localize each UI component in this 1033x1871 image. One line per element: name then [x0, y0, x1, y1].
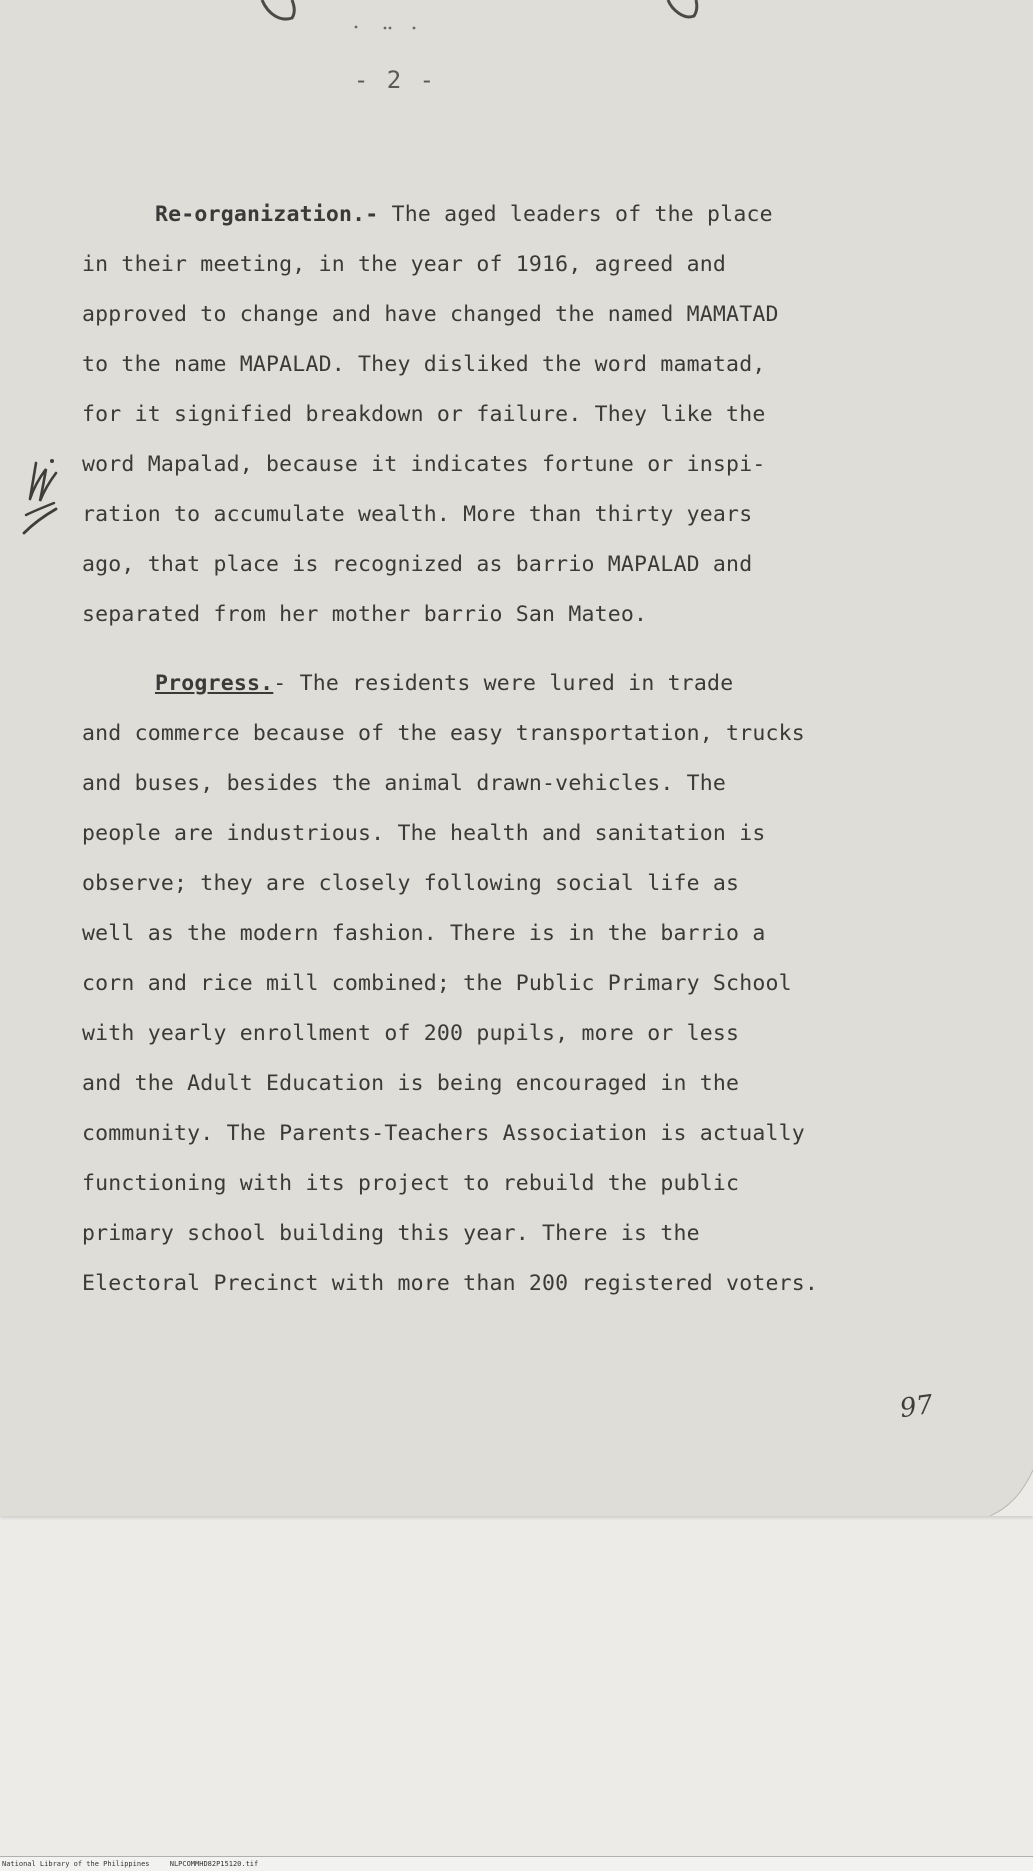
handwritten-page-mark: 97 [898, 1389, 936, 1425]
text-line: ago, that place is recognized as barrio MAPALAD and [82, 552, 753, 577]
text-line: The aged leaders of the place [378, 202, 773, 227]
text-line: observe; they are closely following social life as [82, 871, 740, 896]
text-line: - The residents were lured in trade [273, 671, 734, 696]
text-line: primary school building this year. There is the [82, 1221, 700, 1246]
footer-institution: National Library of the Philippines [2, 1860, 150, 1868]
text-line: with yearly enrollment of 200 pupils, more or less [82, 1021, 740, 1046]
text-line: and the Adult Education is being encouraged in the [82, 1071, 740, 1096]
text-line: ration to accumulate wealth. More than thirty years [82, 502, 753, 527]
text-line: separated from her mother barrio San Mateo. [82, 602, 648, 627]
page-number: - 2 - [353, 66, 437, 94]
text-line: in their meeting, in the year of 1916, agreed and [82, 252, 727, 277]
footer-file-id: NLPCOMMHD82P15120.tif [169, 1860, 259, 1868]
paragraph-progress [82, 659, 942, 1309]
scan-footer [0, 1856, 1033, 1871]
text-line: and buses, besides the animal drawn-vehicles. The [82, 771, 727, 796]
text-line: word Mapalad, because it indicates fortune or inspi- [82, 452, 766, 477]
handwritten-initials [22, 455, 62, 545]
section-heading-reorganization: Re-organization.- [155, 202, 379, 227]
text-line: corn and rice mill combined; the Public Primary School [82, 971, 792, 996]
text-line: and commerce because of the easy transportation, trucks [82, 721, 805, 746]
text-line: well as the modern fashion. There is in the barrio a [82, 921, 766, 946]
binding-marks [0, 0, 1033, 30]
page-corner-curl [990, 1470, 1033, 1516]
text-line: community. The Parents-Teachers Association is actually [82, 1121, 805, 1146]
text-line: for it signified breakdown or failure. They like the [82, 402, 766, 427]
paragraph-reorganization [82, 190, 942, 640]
section-heading-progress: Progress. [155, 671, 274, 696]
text-line: to the name MAPALAD. They disliked the word mamatad, [82, 352, 766, 377]
typed-body [82, 190, 942, 1309]
text-line: functioning with its project to rebuild the public [82, 1171, 740, 1196]
text-line: people are industrious. The health and sanitation is [82, 821, 766, 846]
text-line: approved to change and have changed the named MAMATAD [82, 302, 779, 327]
text-line: Electoral Precinct with more than 200 registered voters. [82, 1271, 819, 1296]
